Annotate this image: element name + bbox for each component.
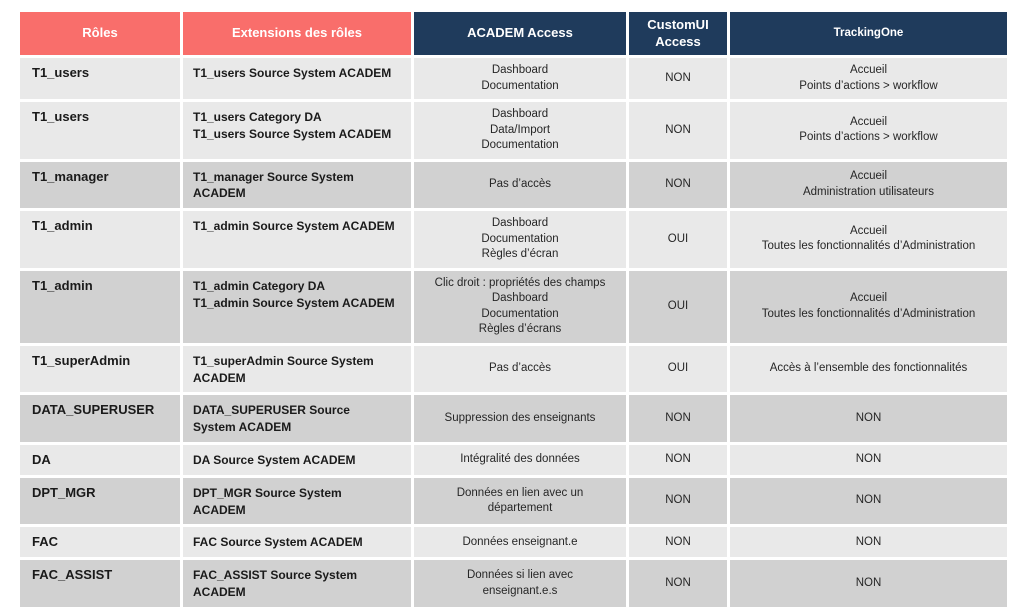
role-extensions-cell	[183, 445, 411, 475]
cell-line: Administration utilisateurs	[802, 185, 935, 198]
cell-line: ACADEM	[193, 370, 246, 385]
customui-access-cell: NON	[629, 395, 727, 442]
role-cell: T1_users	[20, 102, 180, 159]
cell-line: Dashboard	[491, 217, 549, 230]
cell-line: T1_admin Source System ACADEM	[193, 219, 395, 234]
column-header-roles: Rôles	[20, 12, 180, 55]
column-header-trackingone: TrackingOne	[730, 12, 1007, 55]
cell-line: ACADEM	[193, 585, 246, 600]
cell-line: Dashboard	[491, 292, 549, 305]
cell-line: Données enseignant.e	[462, 535, 578, 548]
role-extensions-cell	[183, 58, 411, 99]
trackingone-cell	[730, 560, 1007, 607]
cell-line: DA Source System ACADEM	[193, 452, 356, 467]
cell-line: Documentation	[481, 79, 559, 92]
trackingone-cell	[730, 346, 1007, 393]
cell-line: ACADEM	[193, 186, 246, 201]
role-cell: T1_superAdmin	[20, 346, 180, 393]
academ-access-cell	[414, 478, 626, 525]
cell-line: Clic droit : propriétés des champs	[434, 276, 606, 289]
cell-line: NON	[855, 535, 882, 548]
academ-access-cell	[414, 102, 626, 159]
cell-line: T1_superAdmin Source System	[193, 353, 374, 368]
role-extensions-cell	[183, 346, 411, 393]
cell-line: Règles d’écrans	[478, 323, 562, 336]
trackingone-cell	[730, 58, 1007, 99]
role-extensions-cell	[183, 478, 411, 525]
cell-line: NON	[855, 453, 882, 466]
customui-access-cell: NON	[629, 102, 727, 159]
cell-line: enseignant.e.s	[482, 584, 558, 597]
cell-line: FAC_ASSIST Source System	[193, 568, 358, 583]
cell-line: System ACADEM	[193, 420, 292, 435]
customui-access-cell: NON	[629, 445, 727, 475]
role-extensions-cell	[183, 162, 411, 209]
cell-line: FAC Source System ACADEM	[193, 535, 363, 550]
column-header-academ-access: ACADEM Access	[414, 12, 626, 55]
cell-line: T1_admin Category DA	[193, 278, 326, 293]
role-extensions-cell	[183, 527, 411, 557]
role-cell: T1_admin	[20, 211, 180, 268]
customui-access-cell: OUI	[629, 211, 727, 268]
cell-line: Données en lien avec un	[456, 486, 584, 499]
cell-line: Accueil	[849, 170, 888, 183]
role-extensions-cell	[183, 560, 411, 607]
cell-line: Toutes les fonctionnalités d’Administration	[761, 307, 976, 320]
cell-line: Accueil	[849, 64, 888, 76]
role-cell: FAC_ASSIST	[20, 560, 180, 607]
customui-access-cell: NON	[629, 162, 727, 209]
trackingone-cell	[730, 162, 1007, 209]
academ-access-cell	[414, 560, 626, 607]
cell-line: Accueil	[849, 115, 888, 128]
role-cell: T1_users	[20, 58, 180, 99]
customui-access-cell: OUI	[629, 271, 727, 343]
roles-access-table	[20, 12, 1007, 607]
cell-line: Accueil	[849, 224, 888, 237]
cell-line: NON	[855, 576, 882, 589]
cell-line: Documentation	[481, 232, 559, 245]
cell-line: Points d’actions > workflow	[799, 131, 938, 144]
table-grid	[20, 12, 1007, 607]
cell-line: Pas d’accès	[488, 362, 551, 375]
customui-access-cell: NON	[629, 478, 727, 525]
cell-line: Pas d’accès	[488, 178, 551, 191]
trackingone-cell	[730, 395, 1007, 442]
academ-access-cell	[414, 271, 626, 343]
academ-access-cell	[414, 527, 626, 557]
customui-access-cell: OUI	[629, 346, 727, 393]
cell-line: Documentation	[481, 139, 559, 152]
cell-line: ACADEM	[193, 502, 246, 517]
cell-line: Intégralité des données	[460, 453, 580, 466]
academ-access-cell	[414, 58, 626, 99]
academ-access-cell	[414, 211, 626, 268]
trackingone-cell	[730, 271, 1007, 343]
cell-line: NON	[855, 494, 882, 507]
cell-line: T1_admin Source System ACADEM	[193, 295, 395, 310]
cell-line: Points d’actions > workflow	[799, 79, 938, 92]
academ-access-cell	[414, 162, 626, 209]
trackingone-cell	[730, 478, 1007, 525]
cell-line: Règles d’écran	[481, 248, 559, 261]
academ-access-cell	[414, 346, 626, 393]
cell-line: Données si lien avec	[466, 569, 574, 582]
trackingone-cell	[730, 211, 1007, 268]
role-cell: FAC	[20, 527, 180, 557]
column-header-extensions: Extensions des rôles	[183, 12, 411, 55]
cell-line: DPT_MGR Source System	[193, 485, 342, 500]
cell-line: Dashboard	[491, 108, 549, 121]
role-extensions-cell	[183, 211, 411, 268]
cell-line: T1_users Category DA	[193, 110, 322, 125]
cell-line: DATA_SUPERUSER Source	[193, 403, 350, 418]
trackingone-cell	[730, 527, 1007, 557]
role-cell: DA	[20, 445, 180, 475]
cell-line: T1_users Source System ACADEM	[193, 126, 392, 141]
cell-line: Documentation	[481, 307, 559, 320]
cell-line: Toutes les fonctionnalités d’Administration	[761, 240, 976, 253]
academ-access-cell	[414, 395, 626, 442]
customui-access-cell: NON	[629, 527, 727, 557]
cell-line: Suppression des enseignants	[444, 411, 596, 424]
cell-line: Accueil	[849, 292, 888, 305]
role-extensions-cell	[183, 271, 411, 343]
customui-access-cell: NON	[629, 58, 727, 99]
role-cell: DATA_SUPERUSER	[20, 395, 180, 442]
role-cell: DPT_MGR	[20, 478, 180, 525]
cell-line: Accès à l’ensemble des fonctionnalités	[769, 362, 968, 375]
trackingone-cell	[730, 445, 1007, 475]
customui-access-cell: NON	[629, 560, 727, 607]
cell-line: NON	[855, 411, 882, 424]
cell-line: T1_users Source System ACADEM	[193, 66, 392, 80]
role-extensions-cell	[183, 395, 411, 442]
academ-access-cell	[414, 445, 626, 475]
cell-line: Dashboard	[491, 64, 549, 76]
cell-line: T1_manager Source System	[193, 169, 354, 184]
role-extensions-cell	[183, 102, 411, 159]
trackingone-cell	[730, 102, 1007, 159]
column-header-customui-access: CustomUI Access	[629, 12, 727, 55]
cell-line: département	[487, 502, 553, 515]
cell-line: Data/Import	[489, 123, 551, 136]
role-cell: T1_admin	[20, 271, 180, 343]
role-cell: T1_manager	[20, 162, 180, 209]
